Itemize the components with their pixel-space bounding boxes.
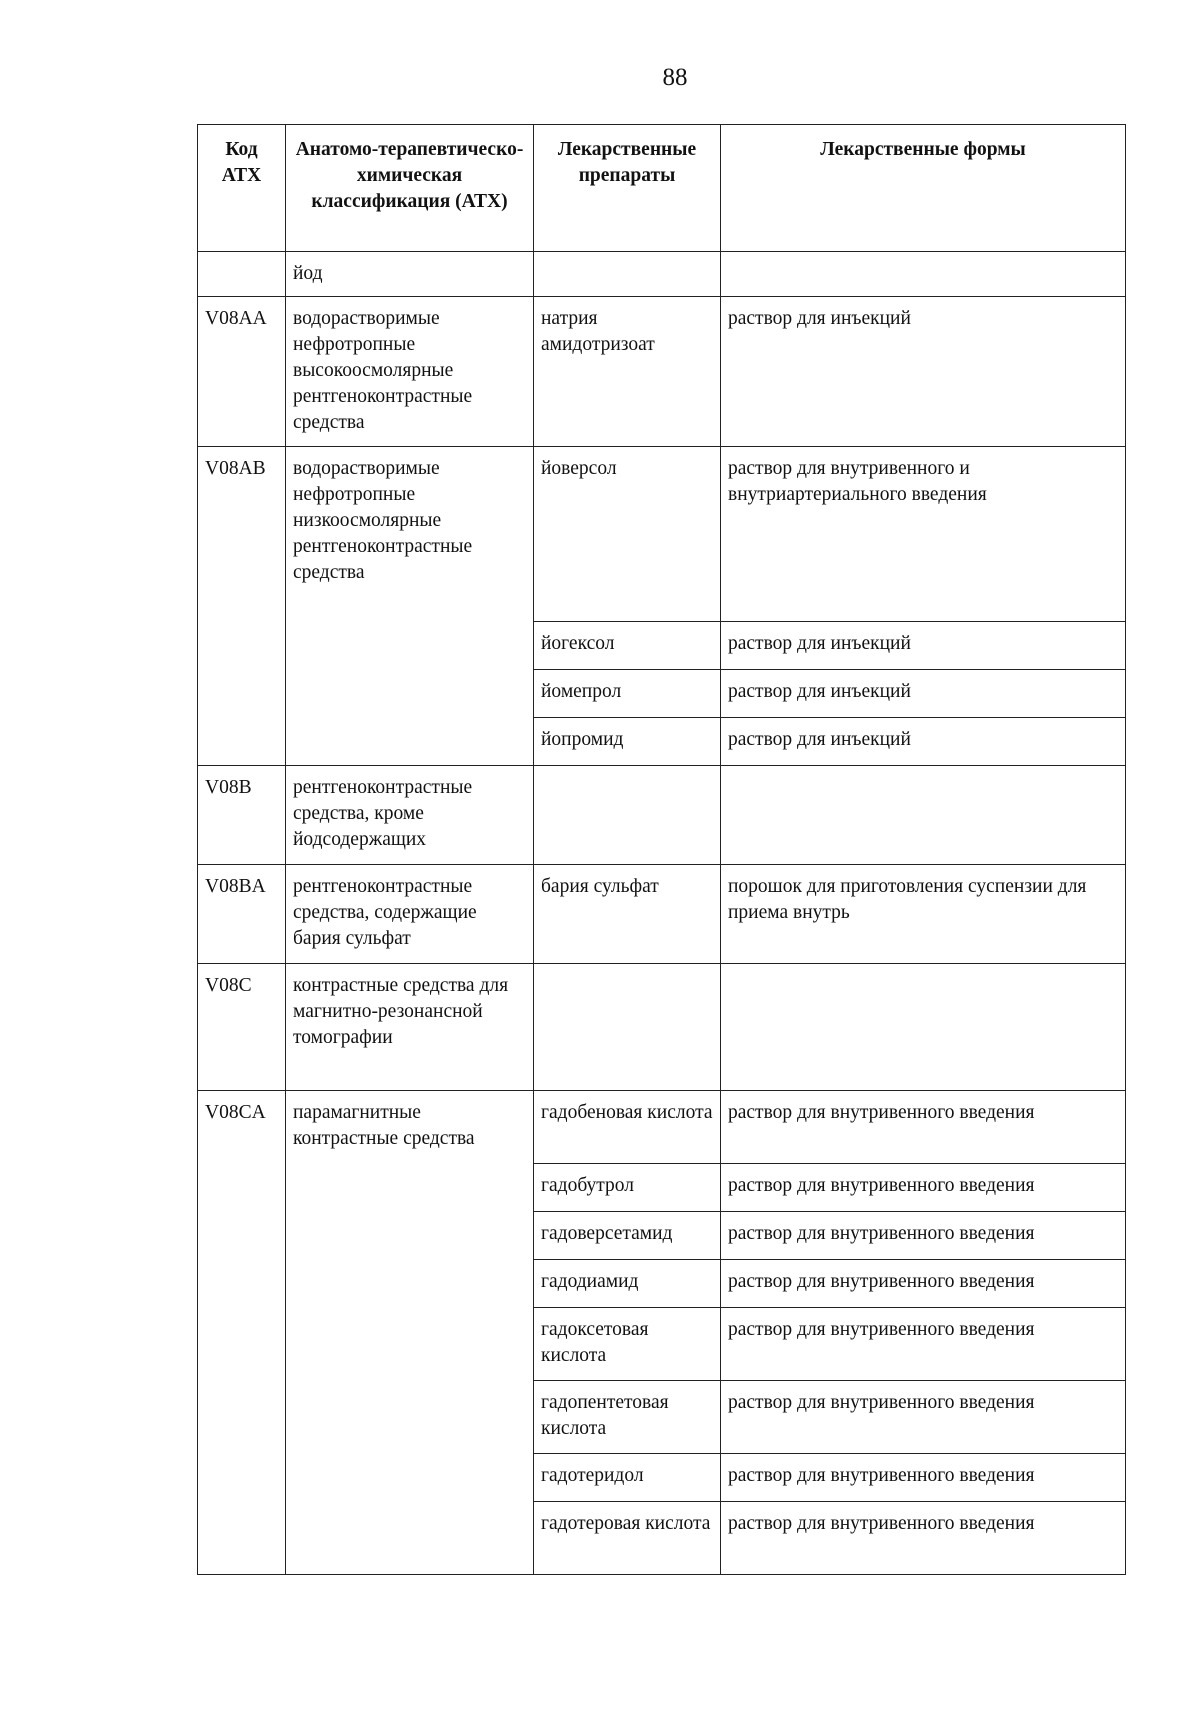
form-cell: раствор для внутривенного введения (721, 1164, 1126, 1212)
table-header-row (198, 125, 1126, 252)
atc-class-cell: водорастворимые нефротропные высокоосмолярные рентгеноконтрастные средства (286, 297, 534, 447)
drug-cell: гадопентетовая кислота (534, 1381, 721, 1454)
form-cell: раствор для внутривенного введения (721, 1381, 1126, 1454)
atc-code-cell: V08C (198, 964, 286, 1091)
drug-cell (534, 964, 721, 1091)
atc-class-cell: рентгеноконтрастные средства, кроме йодсодержащих (286, 766, 534, 865)
form-cell: раствор для внутривенного введения (721, 1260, 1126, 1308)
form-cell: раствор для инъекций (721, 622, 1126, 670)
drug-cell: гадобеновая кислота (534, 1091, 721, 1164)
drug-cell: гадотеридол (534, 1454, 721, 1502)
table-row (198, 297, 1126, 447)
form-cell: раствор для инъекций (721, 718, 1126, 766)
table-row (198, 252, 1126, 297)
header-atc: Анатомо-терапевтическо-химическая классификация (АТХ) (286, 125, 534, 252)
page-number: 88 (662, 64, 688, 91)
drug-cell: гадодиамид (534, 1260, 721, 1308)
header-drugs: Лекарственные препараты (534, 125, 721, 252)
atc-code-cell: V08AB (198, 447, 286, 766)
drug-cell: гадотеровая кислота (534, 1502, 721, 1575)
form-cell: раствор для внутривенного введения (721, 1502, 1126, 1575)
header-forms: Лекарственные формы (721, 125, 1126, 252)
drug-cell: йомепрол (534, 670, 721, 718)
drug-cell: гадоверсетамид (534, 1212, 721, 1260)
atc-class-cell: водорастворимые нефротропные низкоосмолярные рентгеноконтрастные средства (286, 447, 534, 766)
form-cell: раствор для инъекций (721, 670, 1126, 718)
atc-code-cell: V08AA (198, 297, 286, 447)
table-row (198, 766, 1126, 865)
drug-cell: бария сульфат (534, 865, 721, 964)
atc-class-cell: парамагнитные контрастные средства (286, 1091, 534, 1575)
drug-cell: йогексол (534, 622, 721, 670)
table-row (198, 447, 1126, 622)
drug-cell: йоверсол (534, 447, 721, 622)
atc-code-cell: V08B (198, 766, 286, 865)
drug-cell (534, 252, 721, 297)
form-cell: раствор для внутривенного и внутриартериального введения (721, 447, 1126, 622)
drug-cell (534, 766, 721, 865)
form-cell: раствор для внутривенного введения (721, 1454, 1126, 1502)
drug-cell: гадобутрол (534, 1164, 721, 1212)
form-cell (721, 766, 1126, 865)
table-row (198, 1091, 1126, 1164)
drug-cell: йопромид (534, 718, 721, 766)
form-cell: раствор для инъекций (721, 297, 1126, 447)
atc-class-cell: рентгеноконтрастные средства, содержащие бария сульфат (286, 865, 534, 964)
form-cell: раствор для внутривенного введения (721, 1308, 1126, 1381)
table-row (198, 964, 1126, 1091)
form-cell: раствор для внутривенного введения (721, 1091, 1126, 1164)
atc-class-cell: йод (286, 252, 534, 297)
atc-code-cell: V08BA (198, 865, 286, 964)
form-cell: раствор для внутривенного введения (721, 1212, 1126, 1260)
atc-class-cell: контрастные средства для магнитно-резонансной томографии (286, 964, 534, 1091)
atc-table (197, 124, 1126, 1575)
atc-code-cell (198, 252, 286, 297)
form-cell: порошок для приготовления суспензии для приема внутрь (721, 865, 1126, 964)
drug-cell: натрия амидотризоат (534, 297, 721, 447)
drug-cell: гадоксетовая кислота (534, 1308, 721, 1381)
header-code: Код АТХ (198, 125, 286, 252)
form-cell (721, 252, 1126, 297)
atc-code-cell: V08CA (198, 1091, 286, 1575)
form-cell (721, 964, 1126, 1091)
table-row (198, 865, 1126, 964)
